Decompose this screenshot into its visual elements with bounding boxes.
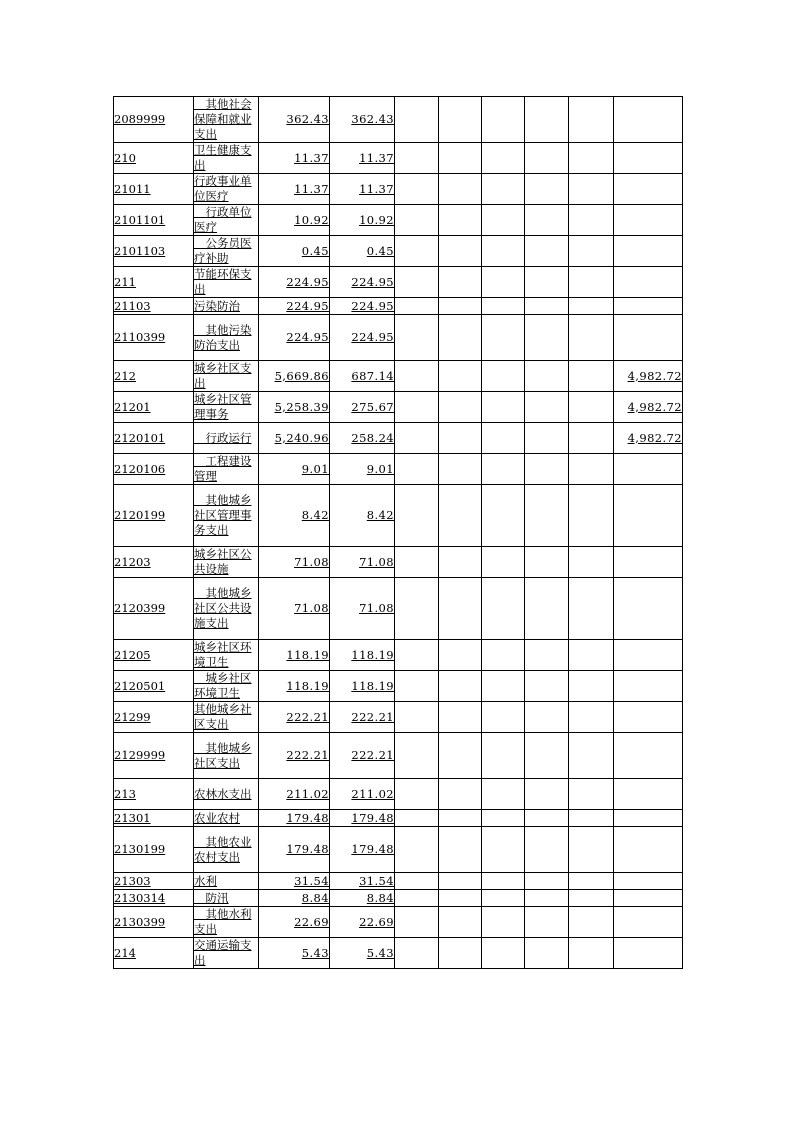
row-project-expense — [614, 827, 683, 873]
empty-cell — [569, 547, 614, 578]
row-basic-expense: 0.45 — [330, 236, 395, 267]
empty-cell — [482, 907, 525, 938]
row-code: 211 — [114, 267, 194, 298]
row-project-expense — [614, 873, 683, 890]
row-basic-expense: 118.19 — [330, 640, 395, 671]
row-name: 其他城乡社区支出 — [194, 702, 259, 733]
row-name: 行政事业单位医疗 — [194, 174, 259, 205]
row-basic-expense: 31.54 — [330, 873, 395, 890]
empty-cell — [569, 267, 614, 298]
row-project-expense — [614, 733, 683, 779]
row-basic-expense: 224.95 — [330, 315, 395, 361]
empty-cell — [439, 143, 482, 174]
table-row — [114, 485, 683, 547]
empty-cell — [395, 361, 439, 392]
row-project-expense — [614, 315, 683, 361]
empty-cell — [569, 702, 614, 733]
row-project-expense — [614, 485, 683, 547]
row-basic-expense: 5.43 — [330, 938, 395, 969]
row-name: 卫生健康支出 — [194, 143, 259, 174]
row-basic-expense: 71.08 — [330, 547, 395, 578]
row-code: 212 — [114, 361, 194, 392]
empty-cell — [395, 779, 439, 810]
empty-cell — [525, 298, 569, 315]
row-basic-expense: 275.67 — [330, 392, 395, 423]
empty-cell — [439, 938, 482, 969]
row-project-expense — [614, 298, 683, 315]
row-code: 210 — [114, 143, 194, 174]
empty-cell — [395, 547, 439, 578]
row-name: 其他社会保障和就业支出 — [194, 97, 259, 143]
row-project-expense — [614, 578, 683, 640]
table-row — [114, 873, 683, 890]
row-code: 2130314 — [114, 890, 194, 907]
row-total: 222.21 — [259, 702, 330, 733]
empty-cell — [482, 485, 525, 547]
empty-cell — [525, 236, 569, 267]
row-name: 其他城乡社区公共设施支出 — [194, 578, 259, 640]
table-row — [114, 267, 683, 298]
row-basic-expense: 362.43 — [330, 97, 395, 143]
empty-cell — [482, 733, 525, 779]
empty-cell — [439, 779, 482, 810]
budget-table — [113, 96, 683, 969]
empty-cell — [439, 702, 482, 733]
empty-cell — [439, 315, 482, 361]
empty-cell — [525, 733, 569, 779]
row-basic-expense: 222.21 — [330, 702, 395, 733]
empty-cell — [525, 810, 569, 827]
row-project-expense — [614, 779, 683, 810]
row-name: 节能环保支出 — [194, 267, 259, 298]
empty-cell — [439, 873, 482, 890]
row-project-expense: 4,982.72 — [614, 392, 683, 423]
row-basic-expense: 222.21 — [330, 733, 395, 779]
empty-cell — [439, 454, 482, 485]
empty-cell — [439, 174, 482, 205]
row-code: 2120101 — [114, 423, 194, 454]
table-row — [114, 547, 683, 578]
empty-cell — [525, 907, 569, 938]
row-total: 71.08 — [259, 547, 330, 578]
empty-cell — [439, 205, 482, 236]
empty-cell — [439, 640, 482, 671]
row-name: 其他城乡社区管理事务支出 — [194, 485, 259, 547]
empty-cell — [569, 640, 614, 671]
empty-cell — [395, 827, 439, 873]
row-total: 22.69 — [259, 907, 330, 938]
row-name: 农林水支出 — [194, 779, 259, 810]
empty-cell — [569, 298, 614, 315]
empty-cell — [395, 485, 439, 547]
row-total: 71.08 — [259, 578, 330, 640]
table-row — [114, 97, 683, 143]
row-basic-expense: 10.92 — [330, 205, 395, 236]
empty-cell — [395, 938, 439, 969]
row-code: 2120199 — [114, 485, 194, 547]
table-row — [114, 454, 683, 485]
empty-cell — [482, 454, 525, 485]
row-name: 其他水利支出 — [194, 907, 259, 938]
row-code: 213 — [114, 779, 194, 810]
row-basic-expense: 9.01 — [330, 454, 395, 485]
row-name: 其他农业农村支出 — [194, 827, 259, 873]
row-project-expense — [614, 97, 683, 143]
empty-cell — [395, 267, 439, 298]
row-project-expense — [614, 640, 683, 671]
row-code: 21011 — [114, 174, 194, 205]
row-code: 214 — [114, 938, 194, 969]
empty-cell — [569, 890, 614, 907]
table-row — [114, 298, 683, 315]
empty-cell — [482, 315, 525, 361]
row-name: 其他污染防治支出 — [194, 315, 259, 361]
empty-cell — [525, 267, 569, 298]
row-total: 362.43 — [259, 97, 330, 143]
empty-cell — [525, 423, 569, 454]
table-row — [114, 907, 683, 938]
empty-cell — [569, 392, 614, 423]
row-total: 11.37 — [259, 143, 330, 174]
empty-cell — [569, 143, 614, 174]
row-code: 21203 — [114, 547, 194, 578]
row-project-expense — [614, 143, 683, 174]
row-name: 其他城乡社区支出 — [194, 733, 259, 779]
empty-cell — [569, 671, 614, 702]
row-name: 城乡社区支出 — [194, 361, 259, 392]
empty-cell — [395, 733, 439, 779]
empty-cell — [569, 810, 614, 827]
empty-cell — [439, 97, 482, 143]
empty-cell — [395, 392, 439, 423]
empty-cell — [569, 733, 614, 779]
row-basic-expense: 179.48 — [330, 827, 395, 873]
row-name: 交通运输支出 — [194, 938, 259, 969]
row-code: 21205 — [114, 640, 194, 671]
empty-cell — [569, 873, 614, 890]
row-project-expense — [614, 890, 683, 907]
row-total: 179.48 — [259, 827, 330, 873]
empty-cell — [439, 485, 482, 547]
empty-cell — [439, 907, 482, 938]
row-project-expense — [614, 671, 683, 702]
row-total: 118.19 — [259, 671, 330, 702]
table-row — [114, 423, 683, 454]
row-basic-expense: 224.95 — [330, 298, 395, 315]
row-project-expense — [614, 907, 683, 938]
empty-cell — [482, 547, 525, 578]
empty-cell — [525, 454, 569, 485]
empty-cell — [482, 671, 525, 702]
empty-cell — [525, 315, 569, 361]
row-basic-expense: 118.19 — [330, 671, 395, 702]
row-code: 2101101 — [114, 205, 194, 236]
table-row — [114, 143, 683, 174]
row-project-expense — [614, 702, 683, 733]
row-total: 9.01 — [259, 454, 330, 485]
empty-cell — [395, 702, 439, 733]
row-total: 31.54 — [259, 873, 330, 890]
empty-cell — [439, 423, 482, 454]
table-row — [114, 733, 683, 779]
empty-cell — [395, 423, 439, 454]
row-project-expense — [614, 810, 683, 827]
empty-cell — [569, 236, 614, 267]
empty-cell — [569, 779, 614, 810]
empty-cell — [395, 873, 439, 890]
empty-cell — [569, 827, 614, 873]
row-code: 2120501 — [114, 671, 194, 702]
table-row — [114, 938, 683, 969]
empty-cell — [395, 97, 439, 143]
table-row — [114, 205, 683, 236]
empty-cell — [482, 392, 525, 423]
row-total: 224.95 — [259, 267, 330, 298]
empty-cell — [439, 547, 482, 578]
empty-cell — [569, 174, 614, 205]
empty-cell — [525, 485, 569, 547]
empty-cell — [569, 938, 614, 969]
empty-cell — [482, 143, 525, 174]
row-basic-expense: 179.48 — [330, 810, 395, 827]
empty-cell — [525, 827, 569, 873]
row-basic-expense: 687.14 — [330, 361, 395, 392]
row-code: 2129999 — [114, 733, 194, 779]
empty-cell — [482, 578, 525, 640]
empty-cell — [525, 640, 569, 671]
row-total: 222.21 — [259, 733, 330, 779]
empty-cell — [482, 873, 525, 890]
empty-cell — [439, 890, 482, 907]
table-row — [114, 671, 683, 702]
table-row — [114, 361, 683, 392]
empty-cell — [395, 640, 439, 671]
row-code: 21301 — [114, 810, 194, 827]
row-total: 118.19 — [259, 640, 330, 671]
row-name: 城乡社区管理事务 — [194, 392, 259, 423]
row-basic-expense: 8.84 — [330, 890, 395, 907]
row-name: 城乡社区环境卫生 — [194, 640, 259, 671]
table-row — [114, 392, 683, 423]
empty-cell — [525, 873, 569, 890]
empty-cell — [395, 810, 439, 827]
empty-cell — [439, 298, 482, 315]
empty-cell — [395, 143, 439, 174]
empty-cell — [395, 890, 439, 907]
empty-cell — [395, 205, 439, 236]
row-total: 5,258.39 — [259, 392, 330, 423]
empty-cell — [482, 640, 525, 671]
empty-cell — [525, 97, 569, 143]
empty-cell — [569, 361, 614, 392]
table-row — [114, 315, 683, 361]
empty-cell — [482, 174, 525, 205]
table-row — [114, 827, 683, 873]
empty-cell — [525, 702, 569, 733]
empty-cell — [482, 890, 525, 907]
row-total: 224.95 — [259, 315, 330, 361]
empty-cell — [569, 205, 614, 236]
empty-cell — [482, 779, 525, 810]
row-code: 21201 — [114, 392, 194, 423]
row-basic-expense: 71.08 — [330, 578, 395, 640]
row-project-expense — [614, 547, 683, 578]
empty-cell — [439, 236, 482, 267]
row-code: 2101103 — [114, 236, 194, 267]
empty-cell — [525, 671, 569, 702]
table-row — [114, 779, 683, 810]
empty-cell — [395, 454, 439, 485]
row-basic-expense: 22.69 — [330, 907, 395, 938]
empty-cell — [525, 174, 569, 205]
row-code: 2110399 — [114, 315, 194, 361]
row-name: 公务员医疗补助 — [194, 236, 259, 267]
table-row — [114, 810, 683, 827]
row-name: 城乡社区公共设施 — [194, 547, 259, 578]
empty-cell — [569, 315, 614, 361]
row-project-expense: 4,982.72 — [614, 361, 683, 392]
empty-cell — [569, 485, 614, 547]
row-code: 21303 — [114, 873, 194, 890]
empty-cell — [482, 267, 525, 298]
empty-cell — [482, 298, 525, 315]
empty-cell — [482, 205, 525, 236]
row-code: 21299 — [114, 702, 194, 733]
empty-cell — [525, 392, 569, 423]
empty-cell — [439, 392, 482, 423]
empty-cell — [439, 267, 482, 298]
row-code: 21103 — [114, 298, 194, 315]
row-total: 10.92 — [259, 205, 330, 236]
row-basic-expense: 224.95 — [330, 267, 395, 298]
row-project-expense — [614, 938, 683, 969]
empty-cell — [395, 236, 439, 267]
row-name: 行政运行 — [194, 423, 259, 454]
row-code: 2120106 — [114, 454, 194, 485]
empty-cell — [569, 423, 614, 454]
row-total: 8.84 — [259, 890, 330, 907]
empty-cell — [525, 890, 569, 907]
table-row — [114, 702, 683, 733]
table-row — [114, 578, 683, 640]
row-basic-expense: 11.37 — [330, 174, 395, 205]
row-name: 城乡社区环境卫生 — [194, 671, 259, 702]
empty-cell — [439, 827, 482, 873]
empty-cell — [525, 578, 569, 640]
empty-cell — [439, 361, 482, 392]
empty-cell — [482, 938, 525, 969]
row-name: 水利 — [194, 873, 259, 890]
row-project-expense — [614, 267, 683, 298]
empty-cell — [439, 733, 482, 779]
row-project-expense — [614, 205, 683, 236]
row-basic-expense: 11.37 — [330, 143, 395, 174]
empty-cell — [525, 361, 569, 392]
empty-cell — [482, 361, 525, 392]
empty-cell — [439, 578, 482, 640]
row-basic-expense: 258.24 — [330, 423, 395, 454]
empty-cell — [395, 174, 439, 205]
row-total: 5,240.96 — [259, 423, 330, 454]
row-project-expense: 4,982.72 — [614, 423, 683, 454]
table-row — [114, 174, 683, 205]
row-basic-expense: 211.02 — [330, 779, 395, 810]
row-total: 211.02 — [259, 779, 330, 810]
empty-cell — [395, 315, 439, 361]
table-body — [114, 97, 683, 969]
empty-cell — [525, 938, 569, 969]
row-total: 11.37 — [259, 174, 330, 205]
empty-cell — [482, 702, 525, 733]
empty-cell — [482, 97, 525, 143]
row-total: 5.43 — [259, 938, 330, 969]
row-code: 2120399 — [114, 578, 194, 640]
row-name: 工程建设管理 — [194, 454, 259, 485]
row-name: 农业农村 — [194, 810, 259, 827]
row-name: 行政单位医疗 — [194, 205, 259, 236]
empty-cell — [482, 810, 525, 827]
empty-cell — [482, 236, 525, 267]
row-total: 5,669.86 — [259, 361, 330, 392]
empty-cell — [439, 671, 482, 702]
table-row — [114, 236, 683, 267]
row-code: 2089999 — [114, 97, 194, 143]
empty-cell — [439, 810, 482, 827]
empty-cell — [569, 97, 614, 143]
empty-cell — [525, 779, 569, 810]
table-row — [114, 640, 683, 671]
empty-cell — [482, 827, 525, 873]
empty-cell — [569, 907, 614, 938]
empty-cell — [395, 578, 439, 640]
row-total: 224.95 — [259, 298, 330, 315]
row-project-expense — [614, 454, 683, 485]
table-row — [114, 890, 683, 907]
row-total: 179.48 — [259, 810, 330, 827]
empty-cell — [395, 671, 439, 702]
row-basic-expense: 8.42 — [330, 485, 395, 547]
empty-cell — [569, 578, 614, 640]
empty-cell — [482, 423, 525, 454]
empty-cell — [525, 143, 569, 174]
empty-cell — [395, 907, 439, 938]
empty-cell — [525, 547, 569, 578]
row-code: 2130199 — [114, 827, 194, 873]
row-project-expense — [614, 174, 683, 205]
row-project-expense — [614, 236, 683, 267]
row-total: 8.42 — [259, 485, 330, 547]
empty-cell — [395, 298, 439, 315]
row-name: 污染防治 — [194, 298, 259, 315]
empty-cell — [569, 454, 614, 485]
row-total: 0.45 — [259, 236, 330, 267]
empty-cell — [525, 205, 569, 236]
row-code: 2130399 — [114, 907, 194, 938]
row-name: 防汛 — [194, 890, 259, 907]
